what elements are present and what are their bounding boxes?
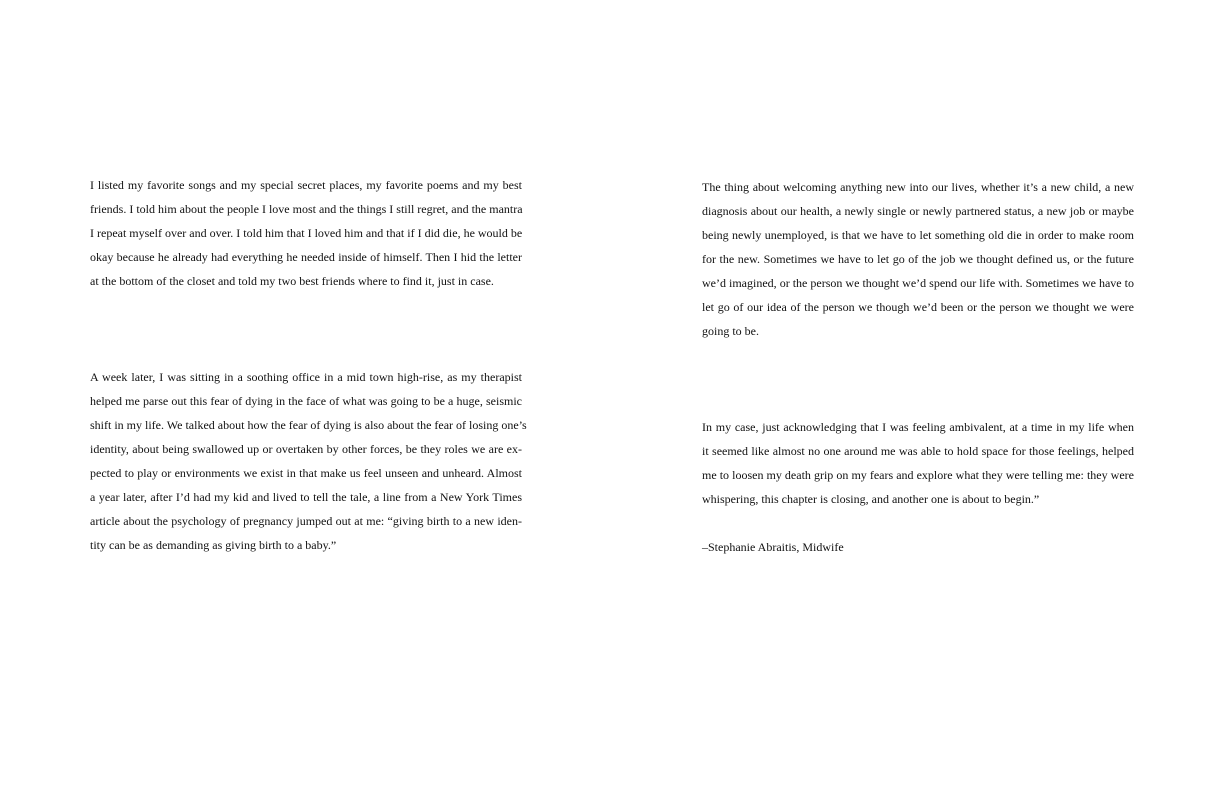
right-paragraph-1 (702, 175, 1134, 343)
text-line: a year later, after I’d had my kid and lived to tell the tale, a line from a New York Times (90, 490, 522, 504)
text-line: we’d imagined, or the person we thought we’d spend our life with. Sometimes we have to (702, 276, 1134, 290)
right-paragraph-2 (702, 415, 1134, 511)
text-line: shift in my life. We talked about how the fear of dying is also about the fear of losing one’s (90, 418, 527, 432)
left-paragraph-2 (90, 365, 527, 557)
right-page (612, 0, 1224, 792)
text-line: it seemed like almost no one around me was able to hold space for those feelings, helped (702, 444, 1134, 458)
text-line: tity can be as demanding as giving birth to a baby.” (90, 538, 337, 552)
text-line: let go of our idea of the person we though we’d been or the person we thought we were (702, 300, 1134, 314)
text-line: at the bottom of the closet and told my two best friends where to find it, just in case. (90, 274, 494, 288)
text-line: I listed my favorite songs and my special secret places, my favorite poems and my best (90, 178, 522, 192)
text-line: In my case, just acknowledging that I was feeling ambivalent, at a time in my life when (702, 420, 1134, 434)
attribution (702, 535, 1134, 559)
text-line: diagnosis about our health, a newly single or newly partnered status, a new job or maybe (702, 204, 1134, 218)
text-line: being newly unemployed, is that we have to let something old die in order to make room (702, 228, 1134, 242)
text-line: helped me parse out this fear of dying in the face of what was going to be a huge, seismic (90, 394, 522, 408)
attribution-text: –Stephanie Abraitis, Midwife (702, 540, 844, 554)
text-line: article about the psychology of pregnancy jumped out at me: “giving birth to a new iden- (90, 514, 522, 528)
text-line: The thing about welcoming anything new into our lives, whether it’s a new child, a new (702, 180, 1134, 194)
text-line: okay because he already had everything he needed inside of himself. Then I hid the letter (90, 250, 522, 264)
text-line: pected to play or environments we exist in that make us feel unseen and unheard. Almost (90, 466, 522, 480)
text-line: me to loosen my death grip on my fears and explore what they were telling me: they were (702, 468, 1134, 482)
left-paragraph-1 (90, 173, 522, 293)
text-line: A week later, I was sitting in a soothing office in a mid town high-rise, as my therapist (90, 370, 522, 384)
text-line: for the new. Sometimes we have to let go of the job we thought defined us, or the future (702, 252, 1134, 266)
text-line: going to be. (702, 324, 759, 338)
text-line: identity, about being swallowed up or overtaken by other forces, be they roles we are ex- (90, 442, 522, 456)
text-line: whispering, this chapter is closing, and another one is about to begin.” (702, 492, 1040, 506)
text-line: I repeat myself over and over. I told him that I loved him and that if I did die, he would be (90, 226, 523, 240)
text-line: friends. I told him about the people I love most and the things I still regret, and the mantra (90, 202, 523, 216)
